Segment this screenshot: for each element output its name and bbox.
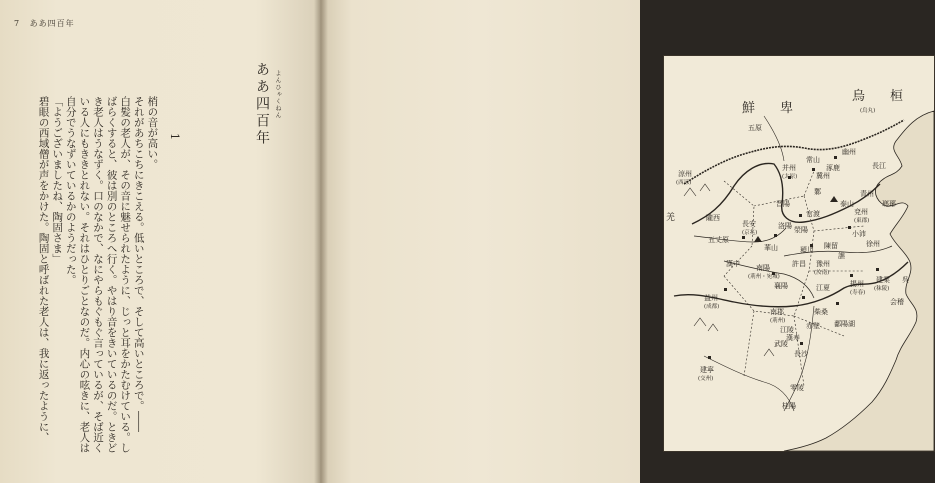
mountain-marker — [754, 236, 762, 242]
label-xingyang: 滎陽 — [794, 226, 808, 234]
city-marker — [836, 302, 839, 305]
label-xiangyang: 襄陽 — [774, 282, 788, 290]
city-marker — [724, 288, 727, 291]
paragraph: 梢の音が高い。 — [146, 96, 159, 170]
paragraph: 碧眼の西域僧が声をかけた。陶固と呼ばれた老人は、我に返ったように、 — [37, 96, 50, 443]
label-yangzhou-sub: (寿春) — [850, 290, 866, 296]
label-taishan: 泰山 — [840, 200, 854, 208]
label-jianning: 建寧 — [700, 366, 714, 374]
map-figure — [663, 55, 935, 452]
label-lingling: 零陵 — [790, 384, 804, 392]
paragraph: 「ようございましたね、陶固さま」 — [51, 96, 64, 264]
label-xuzhou: 徐州 — [866, 240, 880, 248]
city-marker — [802, 296, 805, 299]
left-page — [0, 0, 320, 483]
chapter-title: ああ四百年 — [254, 62, 270, 147]
label-xiaopei: 小沛 — [852, 230, 866, 238]
paragraph: それがあちこちにきこえる。低いところで、そして高いところで。―― — [132, 96, 145, 432]
label-guiyang: 桂陽 — [782, 402, 796, 410]
page-number: 7 — [14, 19, 21, 28]
label-qiang: 羌 — [666, 213, 676, 223]
label-bingzhou-sub: (太原) — [782, 174, 798, 180]
label-changsha: 長沙 — [794, 350, 808, 358]
northern-river — [764, 116, 784, 161]
label-yizhou-sub: (成都) — [704, 304, 720, 310]
map-svg — [664, 56, 934, 451]
city-marker — [812, 168, 815, 171]
label-yangzhou: 揚州 — [850, 280, 864, 288]
yellow-river — [692, 163, 880, 224]
city-marker — [800, 342, 803, 345]
label-jinyang: 晋陽 — [776, 200, 790, 208]
label-wuhuan: 烏 桓 — [852, 89, 910, 104]
city-marker — [742, 236, 745, 239]
label-huashan: 華山 — [764, 244, 778, 252]
label-jianning-sub: (交州) — [698, 376, 714, 382]
body-text — [36, 96, 158, 456]
label-qingzhou: 青州 — [860, 190, 874, 198]
book-gutter-shadow — [314, 0, 328, 483]
mountain-marker — [830, 196, 838, 202]
label-jianye: 建業 — [876, 276, 890, 284]
label-yuzhou: 豫州 — [816, 260, 830, 268]
label-nanjun: 南郡 — [770, 308, 784, 316]
label-guandu: 官渡 — [806, 210, 820, 218]
paragraph: 白髪の老人が、その音に魅せられたように、じっと耳をかたむけている。しばらくすると、彼は別のところへ行く。やはり音をきいているのだ。ときどき老人はうなずく。口のなかで、なにやらもぐもぐ言っているが、そば近くいる人にもききとれない。それはひとりごとなのだ。内心の呟きに、老人は自分でうなずいているかのようだった。 — [64, 96, 132, 453]
label-chaisang: 柴桑 — [814, 308, 828, 316]
label-qiao: 譙 — [838, 252, 845, 260]
label-hanzhong: 漢中 — [726, 260, 740, 268]
label-ye: 鄴 — [814, 188, 821, 196]
label-changan: 長安 — [742, 220, 756, 228]
label-changjiang: 長江 — [872, 162, 886, 170]
label-yanzhou: 兗州 — [854, 208, 868, 216]
label-xianbei: 鮮 卑 — [742, 101, 800, 116]
running-header — [14, 18, 81, 29]
section-number: 1 — [168, 133, 181, 140]
label-zhuolu: 涿鹿 — [826, 164, 840, 172]
label-nanyang-sub: (荊州・宛城) — [748, 274, 780, 280]
city-marker — [834, 156, 837, 159]
southern-river-2 — [704, 356, 794, 411]
city-marker — [850, 274, 853, 277]
label-wuzhangyuan: 五丈原 — [708, 236, 729, 244]
label-jiangxia: 江夏 — [816, 284, 830, 292]
city-marker — [799, 214, 802, 217]
label-yingchuan: 潁川 — [800, 246, 814, 254]
right-page — [320, 0, 910, 483]
label-wuhuan-sub: (烏丸) — [860, 108, 876, 114]
label-chenliu: 陳留 — [824, 242, 838, 250]
label-langya: 瑯琊 — [882, 200, 896, 208]
city-marker — [708, 356, 711, 359]
label-changshan: 常山 — [806, 156, 820, 164]
city-marker — [848, 226, 851, 229]
label-nanjun-sub: (荊州) — [770, 318, 786, 324]
label-kuaiji: 会稽 — [890, 298, 904, 306]
label-youzhou: 幽州 — [842, 148, 856, 156]
label-yanzhou-sub: (東郡) — [854, 218, 870, 224]
city-marker — [876, 268, 879, 271]
label-jianye-sub: (秣陵) — [874, 286, 890, 292]
label-luoyang: 洛陽 — [778, 222, 792, 230]
label-chibi: 赤壁 — [806, 322, 820, 330]
city-marker — [774, 234, 777, 237]
label-wuyuan: 五原 — [748, 124, 762, 132]
label-wu: 呉 — [902, 276, 909, 284]
running-title: ああ四百年 — [29, 19, 75, 28]
label-bingzhou: 并州 — [782, 164, 796, 172]
label-hanshou: 漢寿 — [786, 334, 800, 342]
label-jiangling: 江陵 — [780, 326, 794, 334]
label-wuling: 武陵 — [774, 340, 788, 348]
label-yuzhou-sub: (汝南) — [814, 270, 830, 276]
label-liangzhou: 涼州 — [678, 170, 692, 178]
chapter-title-ruby: よんひゃくねん — [274, 70, 281, 119]
label-jizhou: 冀州 — [816, 172, 830, 180]
label-longxi: 隴西 — [706, 214, 720, 222]
label-xuchang: 許昌 — [792, 260, 806, 268]
label-liangzhou-sub: (西涼) — [676, 180, 692, 186]
label-yizhou: 益州 — [704, 294, 718, 302]
label-poyang: 鄱陽湖 — [834, 320, 855, 328]
label-changan-sub: (京兆) — [742, 230, 758, 236]
label-nanyang: 南陽 — [756, 264, 770, 272]
